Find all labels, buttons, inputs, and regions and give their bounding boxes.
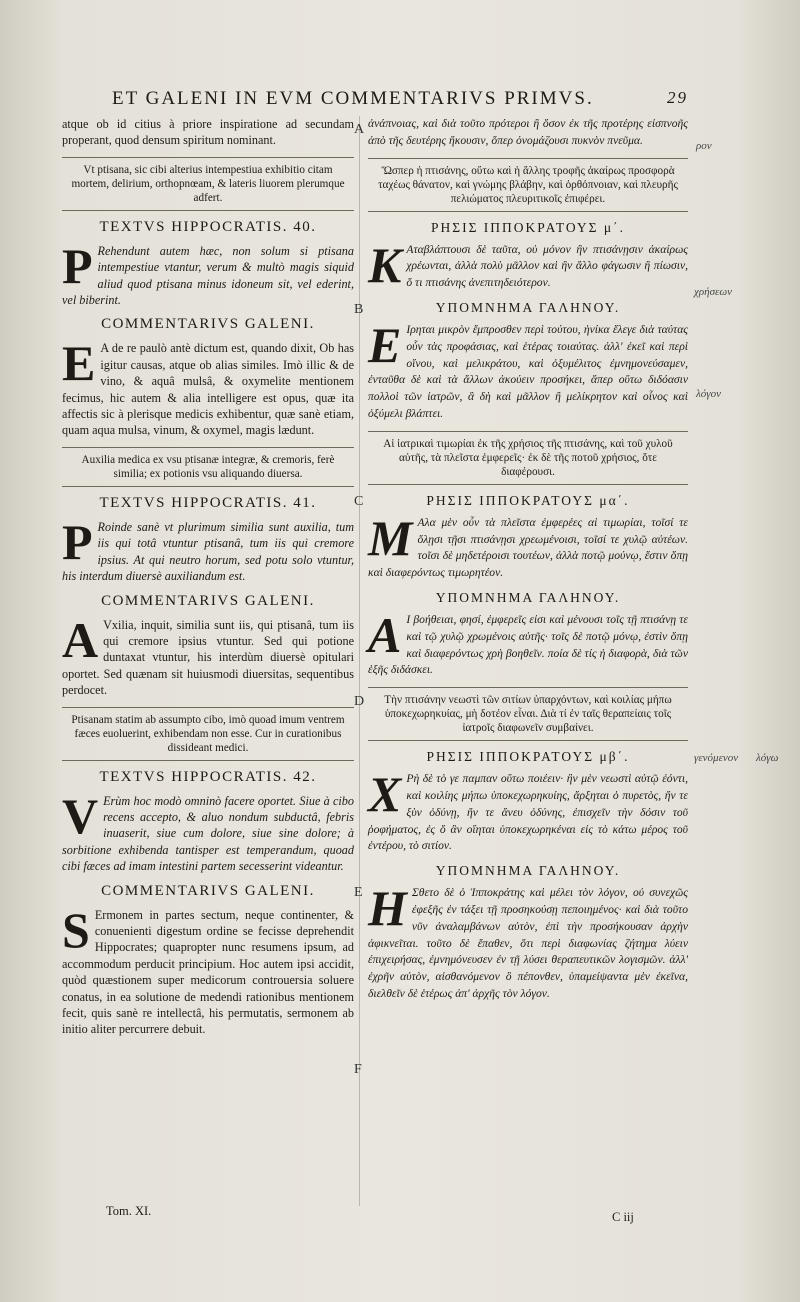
column-divider xyxy=(359,116,360,1206)
rhesis-body: Αλα μὲν οὖν τὰ πλεῖστα ἐμφερέες αἱ τιμωρίαι, τοῖσί τε ὅλῃσι τῇσι πτισάνῃσι χρεωμένοισι, τοῖσί τε χυλῷ αὐτέων. τοῖσι δὲ μηδετέροισι τουτέων, ἀλλὰ ποτῷ μούνῳ, ἔστιν ὅπῃ καὶ διαφερόντως τιμωρητέον. xyxy=(368,515,688,580)
textus-heading: TEXTVS HIPPOCRATIS. 41. xyxy=(99,494,317,511)
textus-body: Erùm hoc modò omninò facere oportet. Siue à cibo recens accepto, & aluo nondum subductâ, febris inuaserit, siue cum dolore, siue sine dolore; à sorbitione exhibenda tantisper est temperandum, quoad cibi fæces ad imam intestini partem secesserint videantur. xyxy=(62,793,354,874)
greek-paragraph: ἀνάπνοιας, καὶ διὰ τοῦτο πρότεροι ἢ ὅσον ἐκ τῆς προτέρης εἰσπνοῆς ἀπὸ τῆς δευτέρης ἥκουσιν, ὅπερ ὀνομάζουσι πυκνὸν πνεῦμα. xyxy=(368,117,688,147)
hypomnema-heading: ΥΠΟΜΝΗΜΑ ΓΑΛΗΝΟΥ. xyxy=(435,589,621,605)
commentary-body: Ermonem in partes sectum, neque continenter, & conuenienti digestum ordine se fecisse deprehendit Hippocrates; quapropter nunc resumens ipsum, ad accommodum perducit principium. Hoc autem ipsi accidit, quòd quæstionem super medicorum controuersia soluere conatus, in ea solutione de medendi rationibus mentionem fecit, quis sanè re intellectâ, his permutatis, sermonem ab initio aliter percurrere debuit. xyxy=(62,907,354,1037)
rhesis-body: Ρὴ δὲ τὸ γε παμπαν οὕτω ποιέειν· ἢν μὲν νεωστὶ αὐτῷ ἐόντι, καὶ κοιλίης μήπω ὑποκεχωρηκυίης, ἄρξηται ὁ πυρετὸς, ἤν τε ξὺν ὀδύνῃ, ἤν τε ἄνευ ὀδύνης, ἐπισχεῖν τὴν δόσιν τοῦ ῥοφήματος, ἐς ὅ ἂν οἴηται ὑποκεχωρηκέναι εἰς τὸ κάτω μέρος τοῦ ἐντέρου, τὸ σιτίον. xyxy=(368,772,688,853)
handwritten-note: λόγω xyxy=(756,752,779,764)
margin-letter-b: B xyxy=(354,302,364,317)
latin-summary: Vt ptisana, sic cibi alterius intempestiua exhibitio citam mortem, delirium, orthopnœam, & lateris liuorem plerumque adfert. xyxy=(62,157,354,211)
margin-letter-e: E xyxy=(354,885,363,900)
margin-letter-c: C xyxy=(354,494,364,509)
textus-heading: TEXTVS HIPPOCRATIS. 40. xyxy=(99,218,317,235)
latin-column xyxy=(62,116,354,1046)
handwritten-note: χρήσεων xyxy=(694,286,732,298)
volume-footer: Tom. XI. xyxy=(106,1204,152,1218)
hypomnema-heading: ΥΠΟΜΝΗΜΑ ΓΑΛΗΝΟΥ. xyxy=(435,863,621,879)
drop-cap: V xyxy=(62,787,99,844)
hypomnema-body: Ιρηται μικρὸν ἔμπροσθεν περὶ τούτου, ἡνίκα ἔλεγε διὰ ταύτας οὖν τὰς προφάσιας, καὶ ἑτέρας τοιαύτας. ἀλλ' ἐκεῖ καὶ περὶ οἴνου, καὶ μελικράτου, καὶ ὀξυμέλιτος ἐμνημονεύσαμεν, ἐνταῦθα δὲ καὶ τὰ ἄλλων ἀκούειν προσήκει, ἅπερ οὕτω διδόασιν πολλοὶ τῶν ἰατρῶν, ἃ δὴ καὶ μᾶλλον ἢ μελίκρητον καὶ οἶνος καὶ ὀξύμελι βλάπτει. xyxy=(368,322,688,420)
hypomnema-body: Σθετο δὲ ὁ Ἱπποκράτης καὶ μέλει τὸν λόγον, οὐ συνεχῶς ἐφεξῆς ἐν τάξει τῇ προσηκούσῃ πεποιημένος· καὶ διὰ τοῦτο νῦν ἀναλαμβάνων αὐτὸν, ἐπὶ τὴν προσήκουσαν ἀρχὴν ἀφικνεῖται. τοῦτο δὲ ἔπαθεν, ὅτι περὶ διαφωνίας ζήτημα λύειν ἐπιχειρήσας, ἐμνημόνευσεν ἐν τῇ λύσει θεραπευτικῶν λογισμῶν. ἀλλ' ἐχρῆν αὐτὸν, αἰσθανόμενον ὃ πέπονθεν, ὑπαμείψαντα μὲν ἐκεῖνα, διελθεῖν δὲ ἑτέρως ἀπ' ἀρχῆς τὸν λόγον. xyxy=(368,886,688,1000)
rhesis-heading: ΡΗΣΙΣ ΙΠΠΟΚΡΑΤΟΥΣ μα΄. xyxy=(426,492,630,508)
drop-cap: H xyxy=(368,880,407,937)
latin-summary: Auxilia medica ex vsu ptisanæ integræ, & cremoris, ferè similia; ex potionis vsu aliquando diuersa. xyxy=(62,447,354,487)
drop-cap: K xyxy=(368,236,402,293)
greek-summary: Ὥσπερ ἡ πτισάνης, οὕτω καὶ ἡ ἄλλης τροφῆς ἀκαίρως προσφορὰ ταχέως θάνατον, καὶ γνώμης βλάβην, καὶ ὀρθόπνοιαν, καὶ πλευρῆς πελιώματος πλευριτικοῖς ἐπιφέρει. xyxy=(368,158,688,212)
latin-paragraph: atque ob id citius à priore inspiratione ad secundam properant, quod densum spiritum nominant. xyxy=(62,117,354,148)
rhesis-body: Αταβλάπτουσι δὲ ταῦτα, οὐ μόνον ἢν πτισάνῃσιν ἀκαίρως χρέωνται, ἀλλὰ πολὺ μᾶλλον καὶ ἢν ἄλλο φάγωσιν ἢ πίωσιν, ὅ τι πτισάνης ἀνεπιτηδειότερον. xyxy=(406,242,688,290)
drop-cap: X xyxy=(368,766,402,823)
greek-summary: Αἱ ἰατρικαὶ τιμωρίαι ἐκ τῆς χρήσιος τῆς πτισάνης, καὶ τοῦ χυλοῦ αὐτῆς, τὰ πλεῖστα ἐμφερεῖς· ἐκ δὲ τῆς ποτοῦ χρήσιος, ὅτε διαφέρουσι. xyxy=(368,431,688,485)
latin-summary: Ptisanam statim ab assumpto cibo, imò quoad imum ventrem fæces euoluerint, exhibendam non esse. Cur in curationibus dissideant medici. xyxy=(62,707,354,761)
greek-summary: Τὴν πτισάνην νεωστὶ τῶν σιτίων ὑπαρχόντων, καὶ κοιλίας μήπω ὑποκεχωρηκυίας, μὴ δοτέον εἶναι. Διὰ τί ἐν ταῖς θεραπείαις τοῖς ἰατροῖς διαφωνεῖν συμβαίνει. xyxy=(368,687,688,741)
margin-letter-f: F xyxy=(354,1062,362,1077)
handwritten-note: ρον xyxy=(696,140,712,152)
handwritten-note: λόγον xyxy=(696,388,721,400)
commentary-body: Vxilia, inquit, similia sunt iis, qui ptisanâ, tum iis qui cremore ipsius vtuntur. Sed qui potione duntaxat vtuntur, his interdùm diuersè opitulari oportet. Sed quænam sit huiusmodi diuersitas, sequentibus perdocet. xyxy=(62,617,354,698)
header-title: ET GALENI IN EVM COMMENTARIVS PRIMVS. xyxy=(112,88,594,109)
page-number: 29 xyxy=(667,88,688,107)
drop-cap: M xyxy=(368,509,413,566)
margin-letter-d: D xyxy=(354,694,365,709)
commentary-heading: COMMENTARIVS GALENI. xyxy=(101,882,315,899)
drop-cap: P xyxy=(62,513,93,570)
drop-cap: S xyxy=(62,901,90,958)
hypomnema-heading: ΥΠΟΜΝΗΜΑ ΓΑΛΗΝΟΥ. xyxy=(435,299,621,315)
textus-body: Rehendunt autem hæc, non solum si ptisana intempestiue vtantur, verum & multò magis siquid aliud quod ptisana minus idoneum sit, vel ederint, vel biberint. xyxy=(62,243,354,308)
textus-heading: TEXTVS HIPPOCRATIS. 42. xyxy=(99,768,317,785)
drop-cap: A xyxy=(368,606,402,663)
commentary-heading: COMMENTARIVS GALENI. xyxy=(101,316,315,333)
commentary-heading: COMMENTARIVS GALENI. xyxy=(101,592,315,609)
drop-cap: A xyxy=(62,611,99,668)
rhesis-heading: ΡΗΣΙΣ ΙΠΠΟΚΡΑΤΟΥΣ μβ΄. xyxy=(426,749,630,765)
rhesis-heading: ΡΗΣΙΣ ΙΠΠΟΚΡΑΤΟΥΣ μ΄. xyxy=(430,219,626,235)
running-header xyxy=(112,88,688,110)
drop-cap: P xyxy=(62,237,93,294)
greek-column xyxy=(368,116,688,1011)
drop-cap: E xyxy=(368,316,402,373)
handwritten-note: γενόμενον xyxy=(694,752,739,764)
signature-mark: C iij xyxy=(612,1210,634,1224)
drop-cap: E xyxy=(62,335,96,392)
hypomnema-body: Ι βοήθειαι, φησί, ἐμφερεῖς εἰσι καὶ μένουσι τοῖς τῇ πτισάνῃ τε καὶ τῷ χυλῷ χρωμένοις αὐτῆς· τοῖς δὲ ποτῷ μόνῳ, ἐστὶν ὅπῃ καὶ διαφερόντως χρὴ βοηθεῖν. ποία δὲ τίς ἡ διαφορὰ, διὰ τῶν ἑξῆς διδάσκει. xyxy=(368,612,688,677)
textus-body: Roinde sanè vt plurimum similia sunt auxilia, tum iis qui totâ vtuntur ptisanâ, tum iis qui cremore ipsius. At qui neutro horum, sed potu solo vtuntur, his interdum diuersè auxiliandum est. xyxy=(62,519,354,584)
margin-letter-a: A xyxy=(354,122,365,137)
commentary-body: A de re paulò antè dictum est, quando dixit, Ob has igitur causas, atque ob alias similes. Imò illic & de vino, & aquâ mulsâ, & oxymelite mentionem fecimus, hic autem & alia intelligere est opus, quæ ita affectis sic à plerisque medicis exhibentur, quæ sanè etiam, quam aqua mulsa, vinum, & oxymel, magis lædunt. xyxy=(62,341,354,438)
